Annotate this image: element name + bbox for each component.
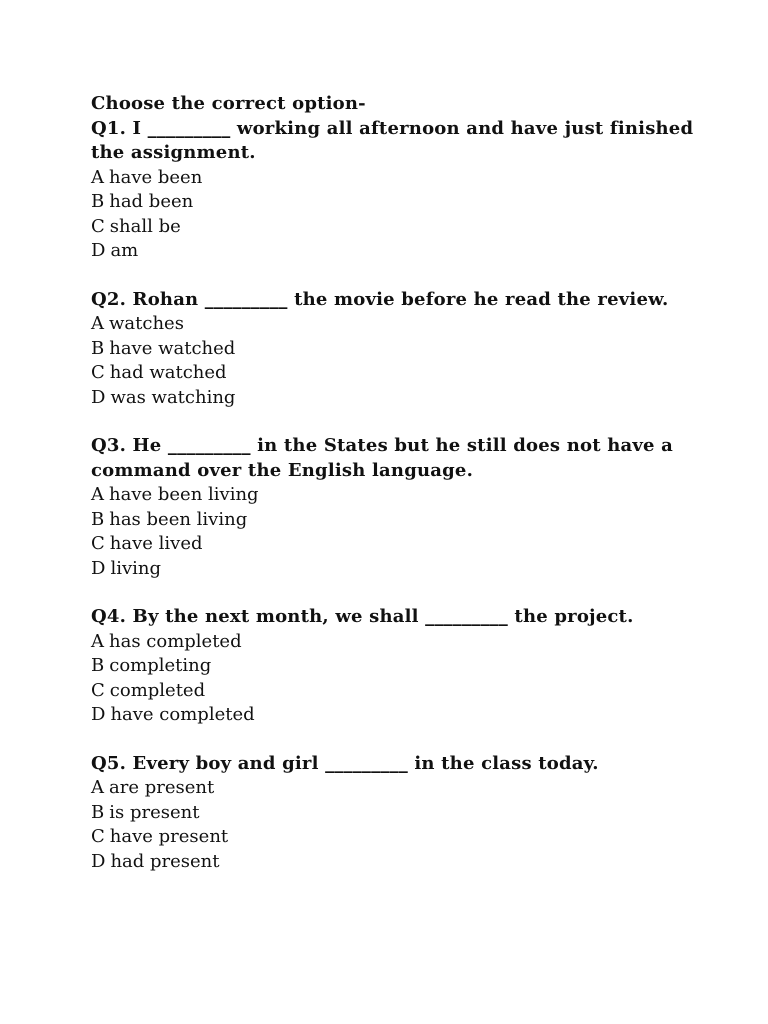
option-letter: D — [91, 850, 106, 872]
option-letter: B — [91, 508, 105, 530]
option-b — [91, 190, 731, 215]
option-text: living — [110, 557, 161, 579]
option-a — [91, 483, 731, 508]
option-letter: D — [91, 557, 106, 579]
option-text: am — [110, 240, 139, 261]
option-letter: B — [91, 191, 105, 212]
option-d — [91, 239, 731, 264]
option-letter: C — [91, 826, 105, 847]
option-text: watches — [109, 313, 184, 334]
option-text: had watched — [109, 362, 227, 383]
option-text: are present — [109, 777, 215, 798]
question-text: Q5. Every boy and girl _________ in the class today. — [91, 752, 599, 774]
option-c — [91, 215, 731, 240]
option-text: have watched — [109, 337, 236, 359]
option-text: have present — [109, 826, 229, 847]
option-letter: D — [91, 704, 106, 725]
option-letter: C — [91, 362, 105, 383]
option-d — [91, 850, 731, 875]
option-b — [91, 654, 731, 679]
option-letter: C — [91, 215, 105, 237]
option-letter: C — [91, 533, 105, 554]
option-text: had present — [110, 850, 220, 872]
option-a — [91, 630, 731, 655]
option-text: has completed — [109, 630, 242, 652]
option-a — [91, 166, 731, 191]
option-text: completing — [109, 655, 212, 676]
option-text: have been — [109, 166, 203, 188]
option-b — [91, 337, 731, 362]
option-letter: B — [91, 337, 105, 359]
option-a — [91, 312, 731, 337]
option-text: have lived — [109, 533, 203, 554]
question-1 — [91, 117, 731, 264]
option-text: completed — [109, 679, 206, 701]
option-d — [91, 386, 731, 411]
option-text: is present — [109, 801, 200, 823]
instruction-heading: Choose the correct option- — [91, 93, 366, 114]
option-c — [91, 532, 731, 557]
question-4 — [91, 605, 731, 728]
option-text: has been living — [109, 508, 248, 530]
option-letter: A — [91, 484, 104, 505]
option-text: had been — [109, 191, 194, 212]
question-2 — [91, 288, 731, 411]
option-letter: D — [91, 386, 106, 408]
option-letter: D — [91, 240, 106, 261]
question-text: Q3. He _________ in the States but he still does not have a command over the English language. — [91, 435, 673, 481]
option-c — [91, 361, 731, 386]
option-text: have been living — [109, 484, 259, 505]
option-c — [91, 679, 731, 704]
worksheet — [91, 92, 731, 898]
option-text: was watching — [110, 386, 236, 408]
option-text: have completed — [110, 704, 255, 725]
question-text: Q1. I _________ working all afternoon and have just finished the assignment. — [91, 117, 694, 163]
option-b — [91, 801, 731, 826]
option-d — [91, 557, 731, 582]
question-5 — [91, 752, 731, 875]
option-d — [91, 703, 731, 728]
option-letter: B — [91, 655, 105, 676]
option-letter: A — [91, 166, 104, 188]
question-3 — [91, 434, 731, 581]
option-letter: A — [91, 313, 104, 334]
option-letter: C — [91, 679, 105, 701]
option-b — [91, 508, 731, 533]
option-letter: B — [91, 801, 105, 823]
question-text: Q4. By the next month, we shall _________ the project. — [91, 606, 634, 627]
option-a — [91, 776, 731, 801]
option-letter: A — [91, 777, 104, 798]
question-text: Q2. Rohan _________ the movie before he read the review. — [91, 288, 669, 310]
option-letter: A — [91, 630, 104, 652]
option-text: shall be — [109, 215, 181, 237]
option-c — [91, 825, 731, 850]
